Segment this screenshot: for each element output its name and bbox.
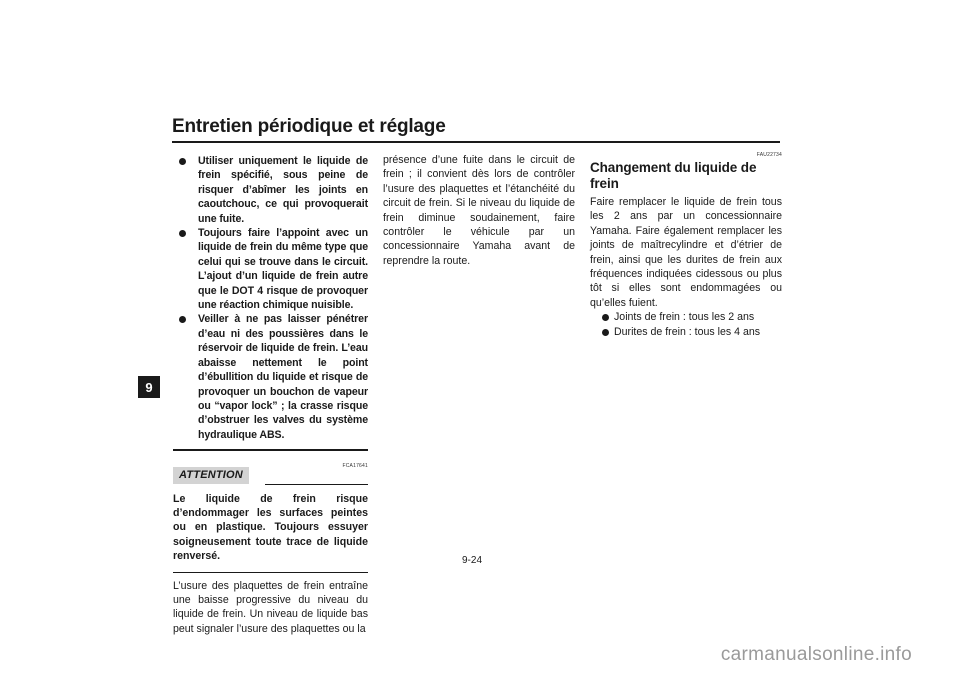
page-number: 9-24 (462, 555, 483, 566)
warning-bullet-list (173, 154, 368, 442)
page-title: Entretien périodique et réglage (172, 116, 446, 137)
section-code: FAU22734 (756, 152, 782, 158)
column-right (590, 152, 782, 339)
list-item: Toujours faire l’appoint avec un liquide de frein du même type que celui qui se trouve dans le circuit. L’ajout d’un liquide de frein autre que le DOT 4 risque de provoquer une réaction chimique nuisible. (173, 226, 368, 312)
chapter-tab: 9 (138, 376, 160, 398)
attention-code: FCA17641 (342, 462, 368, 469)
attention-text: Le liquide de frein risque d’endommager les surfaces peintes ou en plastique. Toujours essuyer soigneusement toute trace de liquide renversé. (173, 492, 368, 563)
bullet-icon (179, 230, 186, 237)
column-middle (383, 153, 575, 268)
bullet-icon (179, 316, 186, 323)
section-paragraph: Faire remplacer le liquide de frein tous les 2 ans par un concessionnaire Yamaha. Faire également remplacer les joints de maîtrecylindre et d’étrier de frein, ainsi que les durites de frein aux fréquences indiquées cidessous ou plus tôt si elles sont endommagées ou qu’elles fuient. (590, 196, 782, 309)
attention-end-divider (173, 572, 368, 573)
watermark-text: carmanualsonline.info (720, 644, 912, 665)
body-paragraph: L’usure des plaquettes de frein entraîne une baisse progressive du niveau du liquide de frein. Un niveau de liquide bas peut signaler l’usure des plaquettes ou la (173, 579, 368, 635)
bullet-icon (602, 329, 609, 336)
list-item: Durites de frein : tous les 4 ans (590, 325, 782, 339)
warning-end-divider (173, 449, 368, 450)
list-item: Veiller à ne pas laisser pénétrer d’eau ni des poussières dans le réservoir de liquide de frein. L’eau abaisse nettement le point d’ébullition du liquide et risque de provoquer un bouchon de vapeur ou “vapor lock” ; la crasse risque d’obstruer les valves du système hydraulique ABS. (173, 312, 368, 442)
attention-badge: ATTENTION (173, 467, 249, 484)
section-title: Changement du liquide de frein (590, 160, 757, 191)
list-item: Joints de frein : tous les 2 ans (590, 310, 782, 324)
header-divider (172, 141, 780, 143)
column-left (173, 154, 368, 636)
bullet-icon (179, 158, 186, 165)
attention-divider (265, 484, 368, 485)
attention-header (173, 461, 368, 489)
body-paragraph-continued: présence d’une fuite dans le circuit de frein ; il convient dès lors de contrôler l’usure des plaquettes et l’étanchéité du circuit de frein. Si le niveau du liquide de frein diminue soudainement, faire contrôler le véhicule par un concessionnaire Yamaha avant de reprendre la route. (383, 154, 575, 267)
bullet-icon (602, 314, 609, 321)
interval-list (590, 310, 782, 339)
list-item: Utiliser uniquement le liquide de frein spécifié, sous peine de risquer d’abîmer les joints en caoutchouc, ce qui provoquerait une fuite. (173, 154, 368, 226)
